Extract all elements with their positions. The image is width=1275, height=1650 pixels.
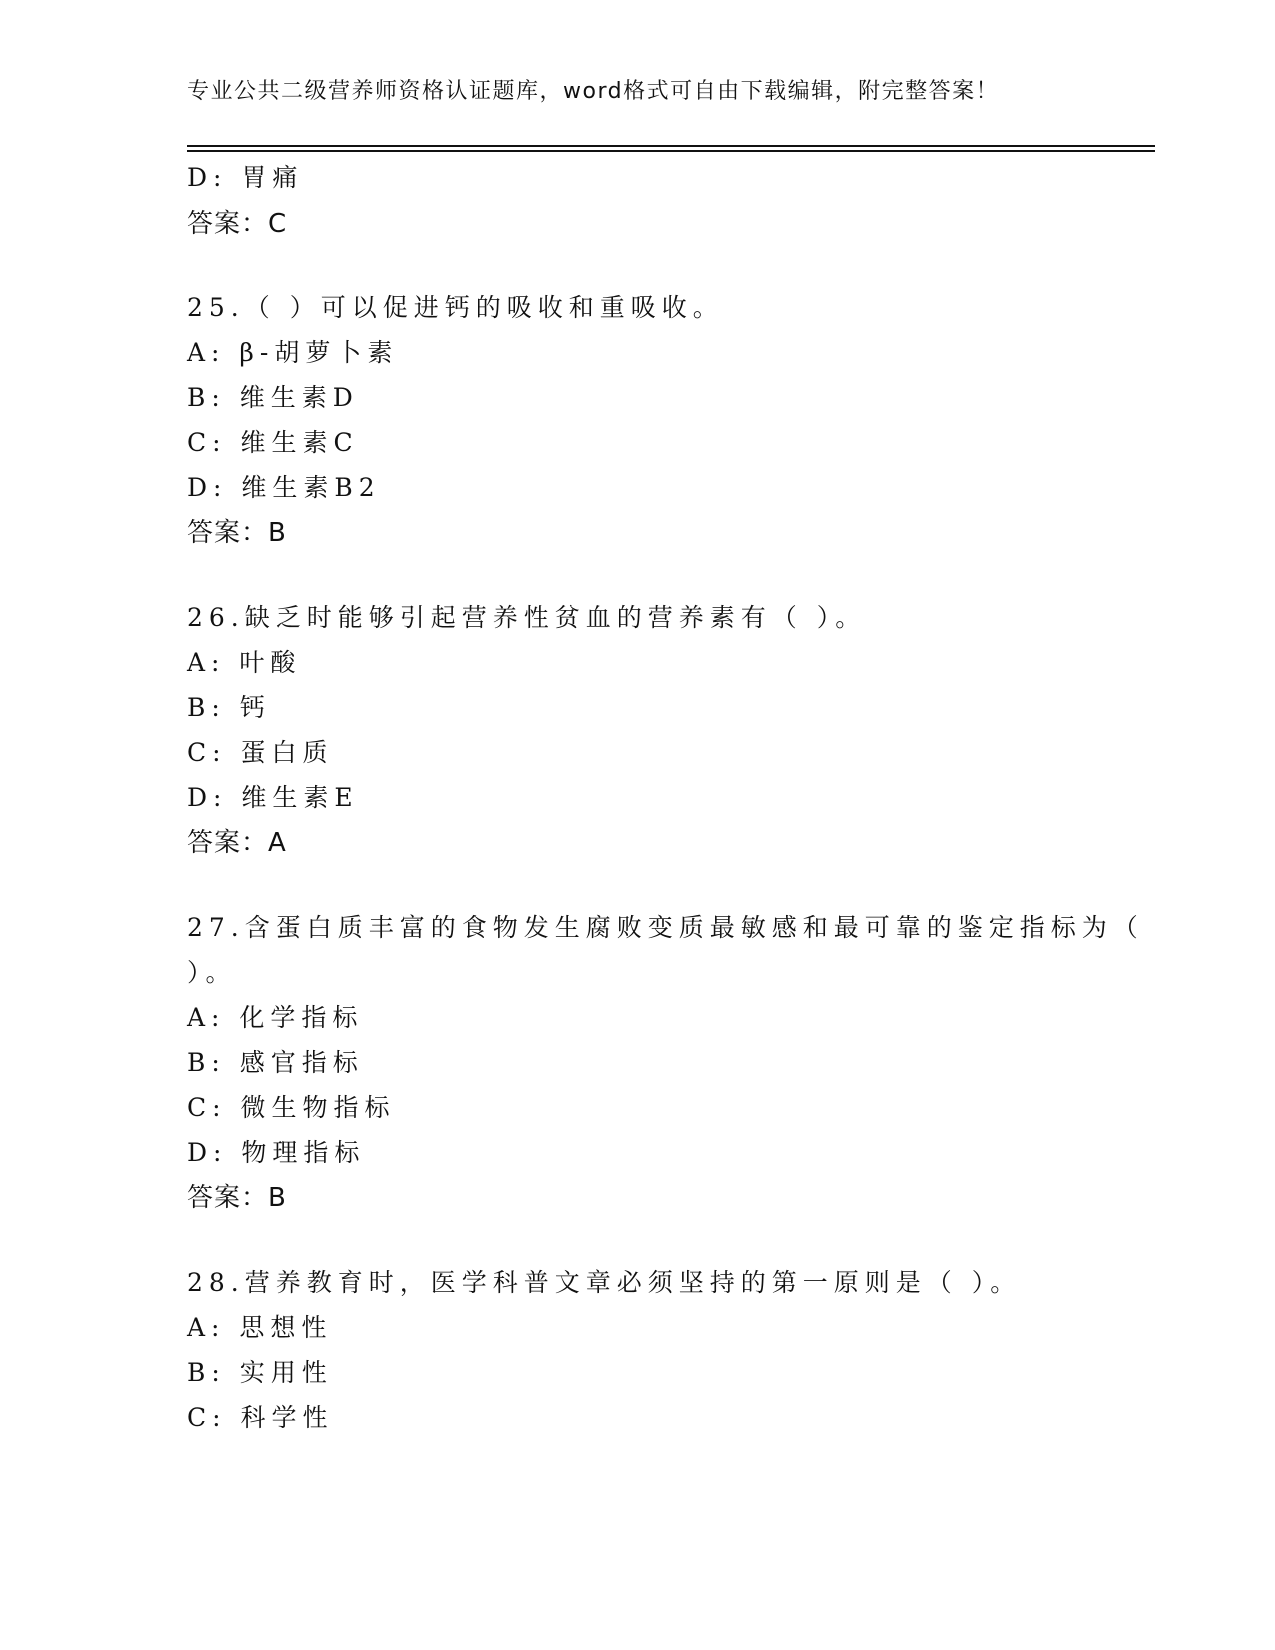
q27-answer: 答案：B xyxy=(187,1183,287,1213)
q25-option-c: C: 维生素C xyxy=(187,428,359,457)
q25-option-b: B: 维生素D xyxy=(187,383,359,412)
q25-option-a: A: β-胡萝卜素 xyxy=(187,338,399,367)
page-header: 专业公共二级营养师资格认证题库，word格式可自由下载编辑，附完整答案！ xyxy=(187,79,1000,104)
q26-option-c: C: 蛋白质 xyxy=(187,738,334,767)
q27-stem-line2: ）。 xyxy=(187,958,237,987)
q26-option-a: A: 叶酸 xyxy=(187,648,302,677)
q28-stem: 28.营养教育时，医学科普文章必须坚持的第一原则是（ ）。 xyxy=(187,1268,1022,1297)
q27-option-c: C: 微生物指标 xyxy=(187,1093,396,1122)
q27-option-a: A: 化学指标 xyxy=(187,1003,364,1032)
q28-option-c: C: 科学性 xyxy=(187,1403,334,1432)
q28-option-a: A: 思想性 xyxy=(187,1313,333,1342)
q25-stem: 25.（ ）可以促进钙的吸收和重吸收。 xyxy=(187,293,724,322)
q26-option-d: D: 维生素E xyxy=(187,783,359,812)
q28-option-b: B: 实用性 xyxy=(187,1358,333,1387)
q26-answer: 答案：A xyxy=(187,828,287,858)
q27-stem-line1: 27.含蛋白质丰富的食物发生腐败变质最敏感和最可靠的鉴定指标为（ xyxy=(187,913,1144,942)
header-rule-top xyxy=(187,145,1155,147)
prev-answer: 答案：C xyxy=(187,209,288,239)
prev-option-d: D: 胃痛 xyxy=(187,163,304,192)
q27-option-d: D: 物理指标 xyxy=(187,1138,366,1167)
q25-answer: 答案：B xyxy=(187,518,287,548)
header-rule-bottom xyxy=(187,150,1155,152)
q26-stem: 26.缺乏时能够引起营养性贫血的营养素有（ ）。 xyxy=(187,603,867,632)
q26-option-b: B: 钙 xyxy=(187,693,271,722)
q27-option-b: B: 感官指标 xyxy=(187,1048,364,1077)
q25-option-d: D: 维生素B2 xyxy=(187,473,381,502)
